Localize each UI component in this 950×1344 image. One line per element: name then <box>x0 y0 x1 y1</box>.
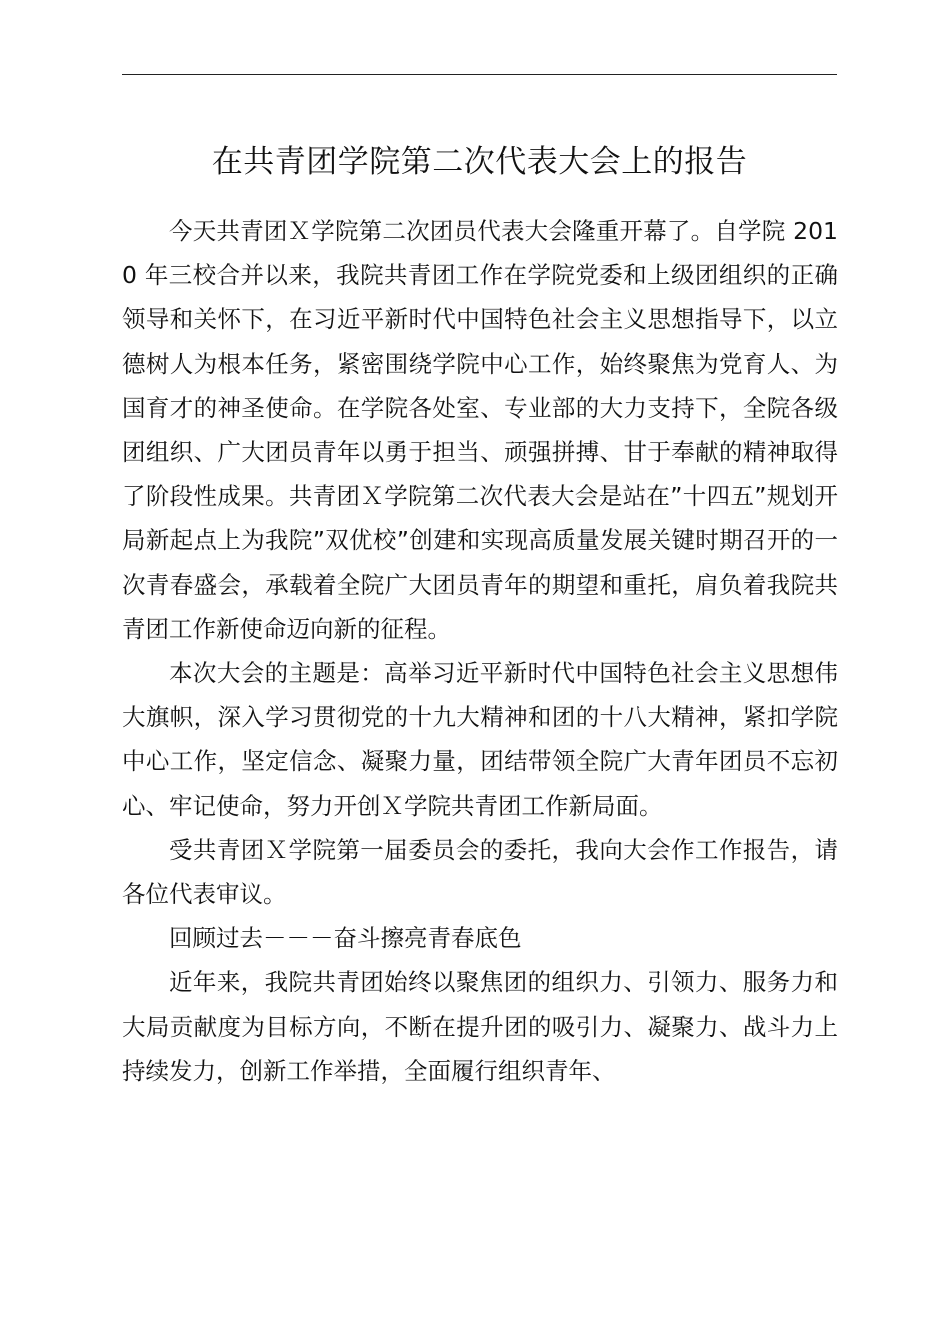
document-title: 在共青团学院第二次代表大会上的报告 <box>211 144 748 180</box>
header-rule <box>122 74 837 75</box>
paragraph-entrustment: 受共青团Ｘ学院第一届委员会的委托，我向大会作工作报告，请各位代表审议。 <box>122 835 838 909</box>
paragraph-opening: 今天共青团Ｘ学院第二次团员代表大会隆重开幕了。自学院 2010 年三校合并以来，我院共青团工作在学院党委和上级团组织的正确领导和关怀下，在习近平新时代中国特色社会主义思想指导下，以立德树人为根本任务，紧密围绕学院中心工作，始终聚焦为党育人、为国育才的神圣使命。在学院各处室、专业部的大力支持下，全院各级团组织、广大团员青年以勇于担当、顽强拼搏、甘于奉献的精神取得了阶段性成果。共青团Ｘ学院第二次代表大会是站在”十四五”规划开局新起点上为我院”双优校”创建和实现高质量发展关键时期召开的一次青春盛会，承载着全院广大团员青年的期望和重托，肩负着我院共青团工作新使命迈向新的征程。 <box>122 217 838 643</box>
section-heading-review: 回顾过去－－－奋斗擦亮青春底色 <box>169 924 522 953</box>
paragraph-theme: 本次大会的主题是：高举习近平新时代中国特色社会主义思想伟大旗帜，深入学习贯彻党的十九大精神和团的十八大精神，紧扣学院中心工作，坚定信念、凝聚力量，团结带领全院广大青年团员不忘初心、牢记使命，努力开创Ｘ学院共青团工作新局面。 <box>122 659 838 820</box>
paragraph-review: 近年来，我院共青团始终以聚焦团的组织力、引领力、服务力和大局贡献度为目标方向，不断在提升团的吸引力、凝聚力、战斗力上持续发力，创新工作举措，全面履行组织青年、 <box>122 968 838 1085</box>
document-body <box>122 209 838 1093</box>
